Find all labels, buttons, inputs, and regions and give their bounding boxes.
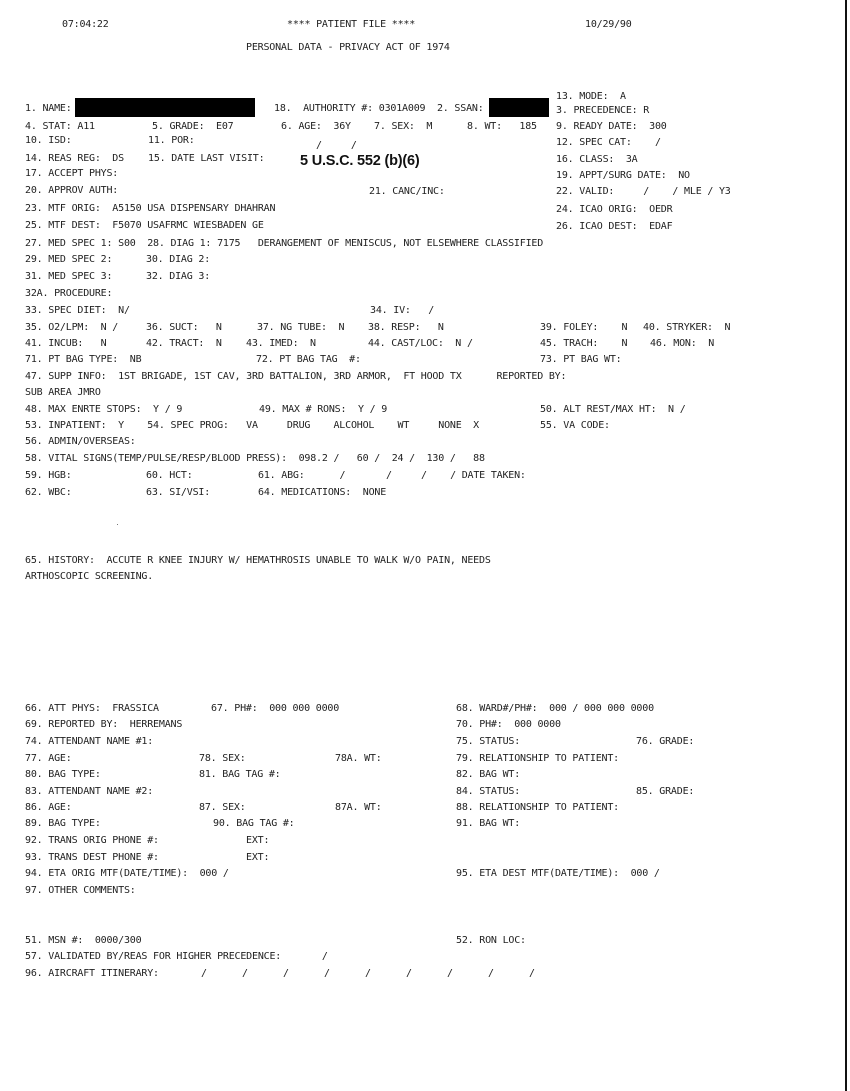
field-ready-date: 9. READY DATE: 300 <box>556 121 667 132</box>
field-o2-lpm: 35. O2/LPM: N / <box>25 322 119 333</box>
field-eta-orig-mtf: 94. ETA ORIG MTF(DATE/TIME): 000 / <box>25 868 229 879</box>
field-max-rons: 49. MAX # RONS: Y / 9 <box>259 404 388 415</box>
field-msn: 51. MSN #: 0000/300 <box>25 935 142 946</box>
field-trans-dest-ext: EXT: <box>246 852 270 863</box>
field-relationship-2: 88. RELATIONSHIP TO PATIENT: <box>456 802 619 813</box>
field-mtf-dest: 25. MTF DEST: F5070 USAFRMC WIESBADEN GE <box>25 220 264 231</box>
field-reported-by: 69. REPORTED BY: HERREMANS <box>25 719 183 730</box>
field-other-comments: 97. OTHER COMMENTS: <box>25 885 136 896</box>
field-icao-orig: 24. ICAO ORIG: OEDR <box>556 204 673 215</box>
field-hct: 60. HCT: <box>146 470 193 481</box>
field-med-spec-1-diag-1: 27. MED SPEC 1: S00 28. DIAG 1: 7175 DERANGEMENT OF MENISCUS, NOT ELSEWHERE CLASSIFIED <box>25 238 544 249</box>
field-si-vsi: 63. SI/VSI: <box>146 487 211 498</box>
field-relationship-1: 79. RELATIONSHIP TO PATIENT: <box>456 753 619 764</box>
field-va-code: 55. VA CODE: <box>540 420 610 431</box>
field-trans-orig-phone: 92. TRANS ORIG PHONE #: <box>25 835 159 846</box>
field-bag-type-2: 89. BAG TYPE: <box>25 818 101 829</box>
field-icao-dest: 26. ICAO DEST: EDAF <box>556 221 673 232</box>
field-admin-overseas: 56. ADMIN/OVERSEAS: <box>25 436 136 447</box>
field-appt-surg-date: 19. APPT/SURG DATE: NO <box>556 170 690 181</box>
field-grade-1: 76. GRADE: <box>636 736 695 747</box>
field-bag-wt-2: 91. BAG WT: <box>456 818 521 829</box>
field-resp: 38. RESP: N <box>368 322 444 333</box>
field-medications: 64. MEDICATIONS: NONE <box>258 487 387 498</box>
field-wt-1: 78A. WT: <box>335 753 382 764</box>
field-med-spec-2: 29. MED SPEC 2: <box>25 254 113 265</box>
field-iv: 34. IV: / <box>370 305 435 316</box>
field-grade-2: 85. GRADE: <box>636 786 695 797</box>
field-diag-2: 30. DIAG 2: <box>146 254 211 265</box>
field-pt-bag-tag: 72. PT BAG TAG #: <box>256 354 361 365</box>
field-canc-inc: 21. CANC/INC: <box>369 186 445 197</box>
field-aircraft-itinerary: 96. AIRCRAFT ITINERARY: <box>25 968 159 979</box>
document-title: **** PATIENT FILE **** <box>287 19 416 30</box>
field-hgb: 59. HGB: <box>25 470 72 481</box>
field-attendant-name-1: 74. ATTENDANT NAME #1: <box>25 736 154 747</box>
field-incub: 41. INCUB: N <box>25 338 107 349</box>
field-valid: 22. VALID: / / MLE / Y3 <box>556 186 731 197</box>
field-ph-1: 67. PH#: 000 000 0000 <box>211 703 340 714</box>
field-age-2: 86. AGE: <box>25 802 72 813</box>
field-sex: 7. SEX: M <box>374 121 433 132</box>
itinerary-slash-6: / <box>406 968 412 979</box>
field-wt-2: 87A. WT: <box>335 802 382 813</box>
itinerary-slash-5: / <box>365 968 371 979</box>
field-wt: 8. WT: 185 <box>467 121 537 132</box>
field-attendant-name-2: 83. ATTENDANT NAME #2: <box>25 786 154 797</box>
name-redaction <box>75 98 255 117</box>
field-wbc: 62. WBC: <box>25 487 72 498</box>
itinerary-slash-9: / <box>529 968 535 979</box>
field-stryker: 40. STRYKER: N <box>643 322 731 333</box>
field-med-spec-3: 31. MED SPEC 3: <box>25 271 113 282</box>
field-class: 16. CLASS: 3A <box>556 154 638 165</box>
field-name: 1. NAME: <box>25 103 72 114</box>
field-history-cont: ARTHOSCOPIC SCREENING. <box>25 571 154 582</box>
field-isd: 10. ISD: <box>25 135 72 146</box>
field-age: 6. AGE: 36Y <box>281 121 351 132</box>
field-imed: 43. IMED: N <box>246 338 316 349</box>
field-sex-1: 78. SEX: <box>199 753 246 764</box>
field-trach: 45. TRACH: N <box>540 338 628 349</box>
field-pt-bag-type: 71. PT BAG TYPE: NB <box>25 354 142 365</box>
itinerary-slash-2: / <box>242 968 248 979</box>
field-accept-phys: 17. ACCEPT PHYS: <box>25 168 119 179</box>
scan-speck <box>117 524 118 525</box>
field-supp-info: 47. SUPP INFO: 1ST BRIGADE, 1ST CAV, 3RD BATTALION, 3RD ARMOR, FT HOOD TX REPORTED BY: <box>25 371 567 382</box>
print-date: 10/29/90 <box>585 19 632 30</box>
field-age-1: 77. AGE: <box>25 753 72 764</box>
page-right-edge <box>845 0 847 1091</box>
field-bag-type-1: 80. BAG TYPE: <box>25 769 101 780</box>
field-status-2: 84. STATUS: <box>456 786 521 797</box>
field-spec-cat: 12. SPEC CAT: / <box>556 137 661 148</box>
field-reas-reg: 14. REAS REG: DS <box>25 153 124 164</box>
field-bag-tag-1: 81. BAG TAG #: <box>199 769 281 780</box>
field-sex-2: 87. SEX: <box>199 802 246 813</box>
field-eta-dest-mtf: 95. ETA DEST MTF(DATE/TIME): 000 / <box>456 868 660 879</box>
field-history: 65. HISTORY: ACCUTE R KNEE INJURY W/ HEMATHROSIS UNABLE TO WALK W/O PAIN, NEEDS <box>25 555 491 566</box>
print-time: 07:04:22 <box>62 19 109 30</box>
itinerary-slash-3: / <box>283 968 289 979</box>
field-vital-signs: 58. VITAL SIGNS(TEMP/PULSE/RESP/BLOOD PRESS): 098.2 / 60 / 24 / 130 / 88 <box>25 453 485 464</box>
field-trans-dest-phone: 93. TRANS DEST PHONE #: <box>25 852 159 863</box>
field-abg: 61. ABG: / / / / DATE TAKEN: <box>258 470 526 481</box>
field-stat: 4. STAT: A11 <box>25 121 95 132</box>
field-ng-tube: 37. NG TUBE: N <box>257 322 345 333</box>
field-spec-diet: 33. SPEC DIET: N/ <box>25 305 130 316</box>
field-supp-info-cont: SUB AREA JMRO <box>25 387 101 398</box>
field-por: 11. POR: <box>148 135 195 146</box>
field-grade: 5. GRADE: E07 <box>152 121 234 132</box>
itinerary-slash-4: / <box>324 968 330 979</box>
field-mon: 46. MON: N <box>650 338 715 349</box>
field-max-enrte-stops: 48. MAX ENRTE STOPS: Y / 9 <box>25 404 183 415</box>
field-bag-wt-1: 82. BAG WT: <box>456 769 521 780</box>
field-tract: 42. TRACT: N <box>146 338 222 349</box>
field-status-1: 75. STATUS: <box>456 736 521 747</box>
itinerary-slash-7: / <box>447 968 453 979</box>
field-procedure: 32A. PROCEDURE: <box>25 288 113 299</box>
field-validated-by: 57. VALIDATED BY/REAS FOR HIGHER PRECEDENCE: / <box>25 951 328 962</box>
field-att-phys: 66. ATT PHYS: FRASSICA <box>25 703 159 714</box>
itinerary-slash-1: / <box>201 968 207 979</box>
field-inpatient-spec-prog: 53. INPATIENT: Y 54. SPEC PROG: VA DRUG ALCOHOL WT NONE X <box>25 420 479 431</box>
field-mode: 13. MODE: A <box>556 91 626 102</box>
field-date-last-visit: 15. DATE LAST VISIT: <box>148 153 265 164</box>
field-ph-2: 70. PH#: 000 0000 <box>456 719 561 730</box>
field-ron-loc: 52. RON LOC: <box>456 935 526 946</box>
field-ward-ph: 68. WARD#/PH#: 000 / 000 000 0000 <box>456 703 654 714</box>
foia-exemption-stamp: 5 U.S.C. 552 (b)(6) <box>300 153 420 169</box>
field-mtf-orig: 23. MTF ORIG: A5150 USA DISPENSARY DHAHRAN <box>25 203 276 214</box>
field-alt-rest: 50. ALT REST/MAX HT: N / <box>540 404 686 415</box>
field-approv-auth: 20. APPROV AUTH: <box>25 185 119 196</box>
itinerary-slash-8: / <box>488 968 494 979</box>
document-subtitle: PERSONAL DATA - PRIVACY ACT OF 1974 <box>246 42 450 53</box>
field-bag-tag-2: 90. BAG TAG #: <box>213 818 295 829</box>
field-authority-ssan: 18. AUTHORITY #: 0301A009 2. SSAN: <box>274 103 484 114</box>
field-cast-loc: 44. CAST/LOC: N / <box>368 338 473 349</box>
field-suct: 36. SUCT: N <box>146 322 222 333</box>
field-trans-orig-ext: EXT: <box>246 835 270 846</box>
field-precedence: 3. PRECEDENCE: R <box>556 105 650 116</box>
field-foley: 39. FOLEY: N <box>540 322 628 333</box>
ssan-redaction <box>489 98 549 117</box>
field-diag-3: 32. DIAG 3: <box>146 271 211 282</box>
field-pt-bag-wt: 73. PT BAG WT: <box>540 354 622 365</box>
field-por-date: / / <box>316 140 357 151</box>
